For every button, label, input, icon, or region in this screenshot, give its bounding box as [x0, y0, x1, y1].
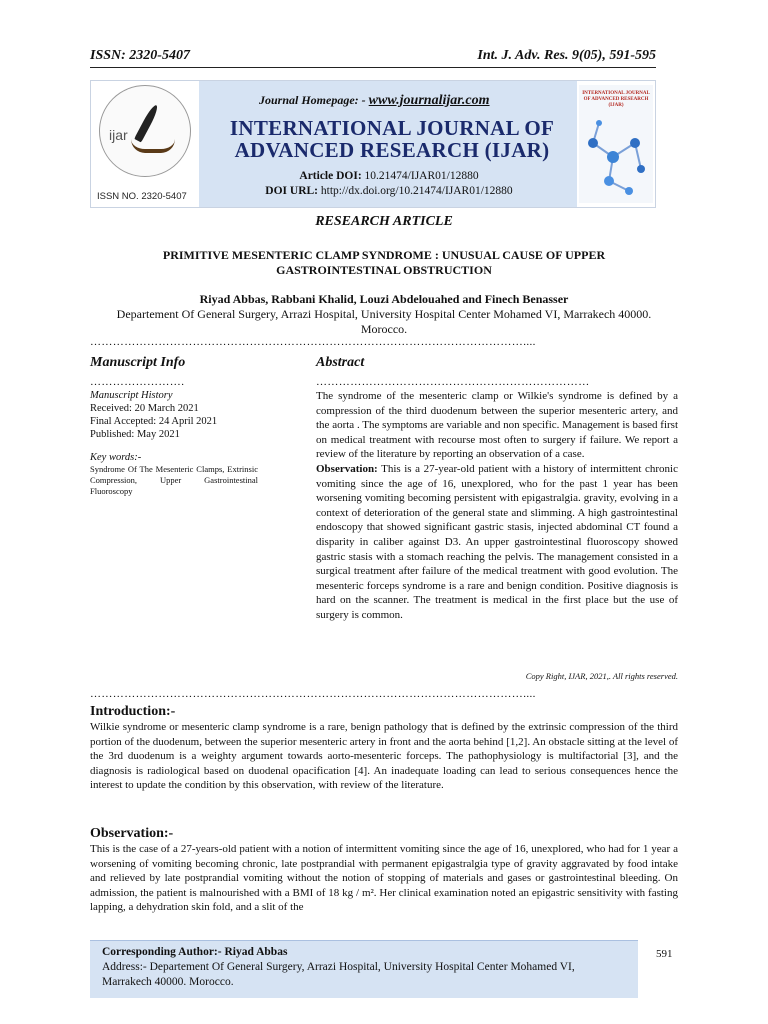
journal-logo	[91, 81, 199, 207]
citation-text: Int. J. Adv. Res. 9(05), 591-595	[477, 48, 656, 63]
homepage-label: Journal Homepage: -	[259, 93, 366, 107]
divider-dots-left: …………………….	[90, 376, 185, 388]
abstract-heading: Abstract	[316, 355, 365, 370]
journal-banner	[90, 80, 656, 208]
journal-title-line1: INTERNATIONAL JOURNAL OF	[229, 116, 555, 140]
running-header	[90, 46, 656, 68]
page-number: 591	[656, 948, 673, 960]
manuscript-info	[90, 389, 258, 497]
homepage-link[interactable]: www.journalijar.com	[368, 93, 490, 108]
divider-dots: ……………………………………………………………………………………………………....	[90, 336, 536, 348]
paper-title: PRIMITIVE MESENTERIC CLAMP SYNDROME : UNUSUAL CAUSE OF UPPER GASTROINTESTINAL OBSTRUCTION	[162, 248, 606, 277]
logo-issn: ISSN NO. 2320-5407	[97, 191, 187, 202]
article-doi-label: Article DOI:	[299, 170, 362, 182]
journal-title	[217, 117, 567, 161]
doi-url-link[interactable]: http://dx.doi.org/10.21474/IJAR01/12880	[320, 185, 513, 197]
book-icon	[131, 137, 175, 153]
article-doi: 10.21474/IJAR01/12880	[364, 170, 479, 182]
journal-cover-image	[579, 85, 653, 203]
copyright: Copy Right, IJAR, 2021,. All rights reserved.	[525, 671, 678, 681]
corresponding-author: Corresponding Author:- Riyad Abbas	[102, 946, 288, 958]
banner-center	[199, 81, 577, 207]
manuscript-info-heading: Manuscript Info	[90, 355, 186, 370]
divider-dots-2: ……………………………………………………………………………………………………....	[90, 688, 536, 700]
keywords-text: Syndrome Of The Mesenteric Clamps, Extrinsic Compression, Upper Gastrointestinal Fluoroscopy	[90, 464, 258, 496]
abstract-body	[316, 389, 678, 623]
keywords-label: Key words:-	[90, 452, 142, 463]
introduction-heading: Introduction:-	[90, 704, 176, 719]
logo-text: ijar	[109, 127, 128, 143]
history-label: Manuscript History	[90, 390, 173, 401]
accepted-date: Final Accepted: 24 April 2021	[90, 416, 218, 427]
abstract-para-2	[316, 462, 678, 623]
doi-block	[219, 169, 559, 199]
abstract-para-1: The syndrome of the mesenteric clamp or Wilkie's syndrome is defined by a compression of the third duodenum between the superior mesenteric artery, and the aorta . The symptoms are variable and non specific. Management is based first on medical treatment with recourse most often to surgery if failure. We report a review of the literature by reporting an observation of a case.	[316, 390, 678, 461]
observation-heading: Observation:-	[90, 826, 174, 841]
author-list: Riyad Abbas, Rabbani Khalid, Louzi Abdelouahed and Finech Benasser	[199, 292, 569, 306]
introduction-text: Wilkie syndrome or mesenteric clamp syndrome is a rare, benign pathology that is defined by the extrinsic compression of the third portion of the duodenum, between the superior mesenteric artery in front and the aorta behind [1,2]. An obstacle sitting at the level of the 3rd duodenum is a weighty argument towards aorto-mesenteric forceps. The pathophysiology is multifactorial [3], and the diagnosis is radiological based on duodenal opacification [4]. An inadequate loading can lead to serious consequences hence the interest to update the condition by this observation, with review of the literature.	[90, 721, 678, 792]
observation-text: This is the case of a 27-years-old patient with a notion of intermittent vomiting since the age of 16, unexplored, who had for 1 year a worsening of vomiting becoming chronic, late postprandial with permanent epigastralgia type of gravity aggravated by food intake and relieved by late postprandial vomiting without the notion of stopping of materials and gases or gastrointestinal bleeding. On admission, the patient is malnourished with a BMI of 18 kg / m². Her clinical examination noted an epigastric sensitivity with fasting lapping, a dehydration skin fold, and a slit of the	[90, 843, 678, 914]
affiliation: Departement Of General Surgery, Arrazi Hospital, University Hospital Center Mohamed VI, Marrakech 40000. Morocco.	[116, 307, 652, 336]
corresponding-address: Address:- Departement Of General Surgery, Arrazi Hospital, University Hospital Center Mohamed VI, Marrakech 40000. Morocco.	[102, 961, 575, 988]
published-date: Published: May 2021	[90, 429, 180, 440]
journal-homepage	[259, 93, 490, 109]
corresponding-author-box	[90, 940, 638, 998]
journal-title-line2: ADVANCED RESEARCH (IJAR)	[234, 138, 550, 162]
received-date: Received: 20 March 2021	[90, 403, 199, 414]
divider-dots-right: ………………………………………………………………	[316, 376, 590, 388]
cover-title: INTERNATIONAL JOURNAL OF ADVANCED RESEARCH (IJAR)	[582, 91, 650, 108]
observation-label: Observation:	[316, 462, 378, 475]
observation-text: This is a 27-year-old patient with a history of intermittent chronic vomiting since the age of 16, unexplored, who for the past 1 year has been worsening vomiting becoming persistent with epigastralgia. gravity, evolving in a context of deterioration of the general state and slimming. A high gastrointestinal endoscopy that showed significant gastric stasis, injected abdominal CT found a disparity in caliber against D3. An upper gastrointestinal fluoroscopy showed gastric stasis with a stomach reaching the pelvis. The management consisted in a surgical treatment after failure of the medical treatment with good evolution. The mesenteric forceps syndrome is a rare and benign condition. Positive diagnosis is hard on the scanner. The treatment is medical in the first place but the use of surgery is common.	[316, 462, 678, 621]
molecule-icon	[579, 113, 653, 203]
doi-url-label: DOI URL:	[265, 185, 319, 197]
issn-text: ISSN: 2320-5407	[90, 48, 190, 63]
article-type: RESEARCH ARTICLE	[315, 214, 453, 229]
